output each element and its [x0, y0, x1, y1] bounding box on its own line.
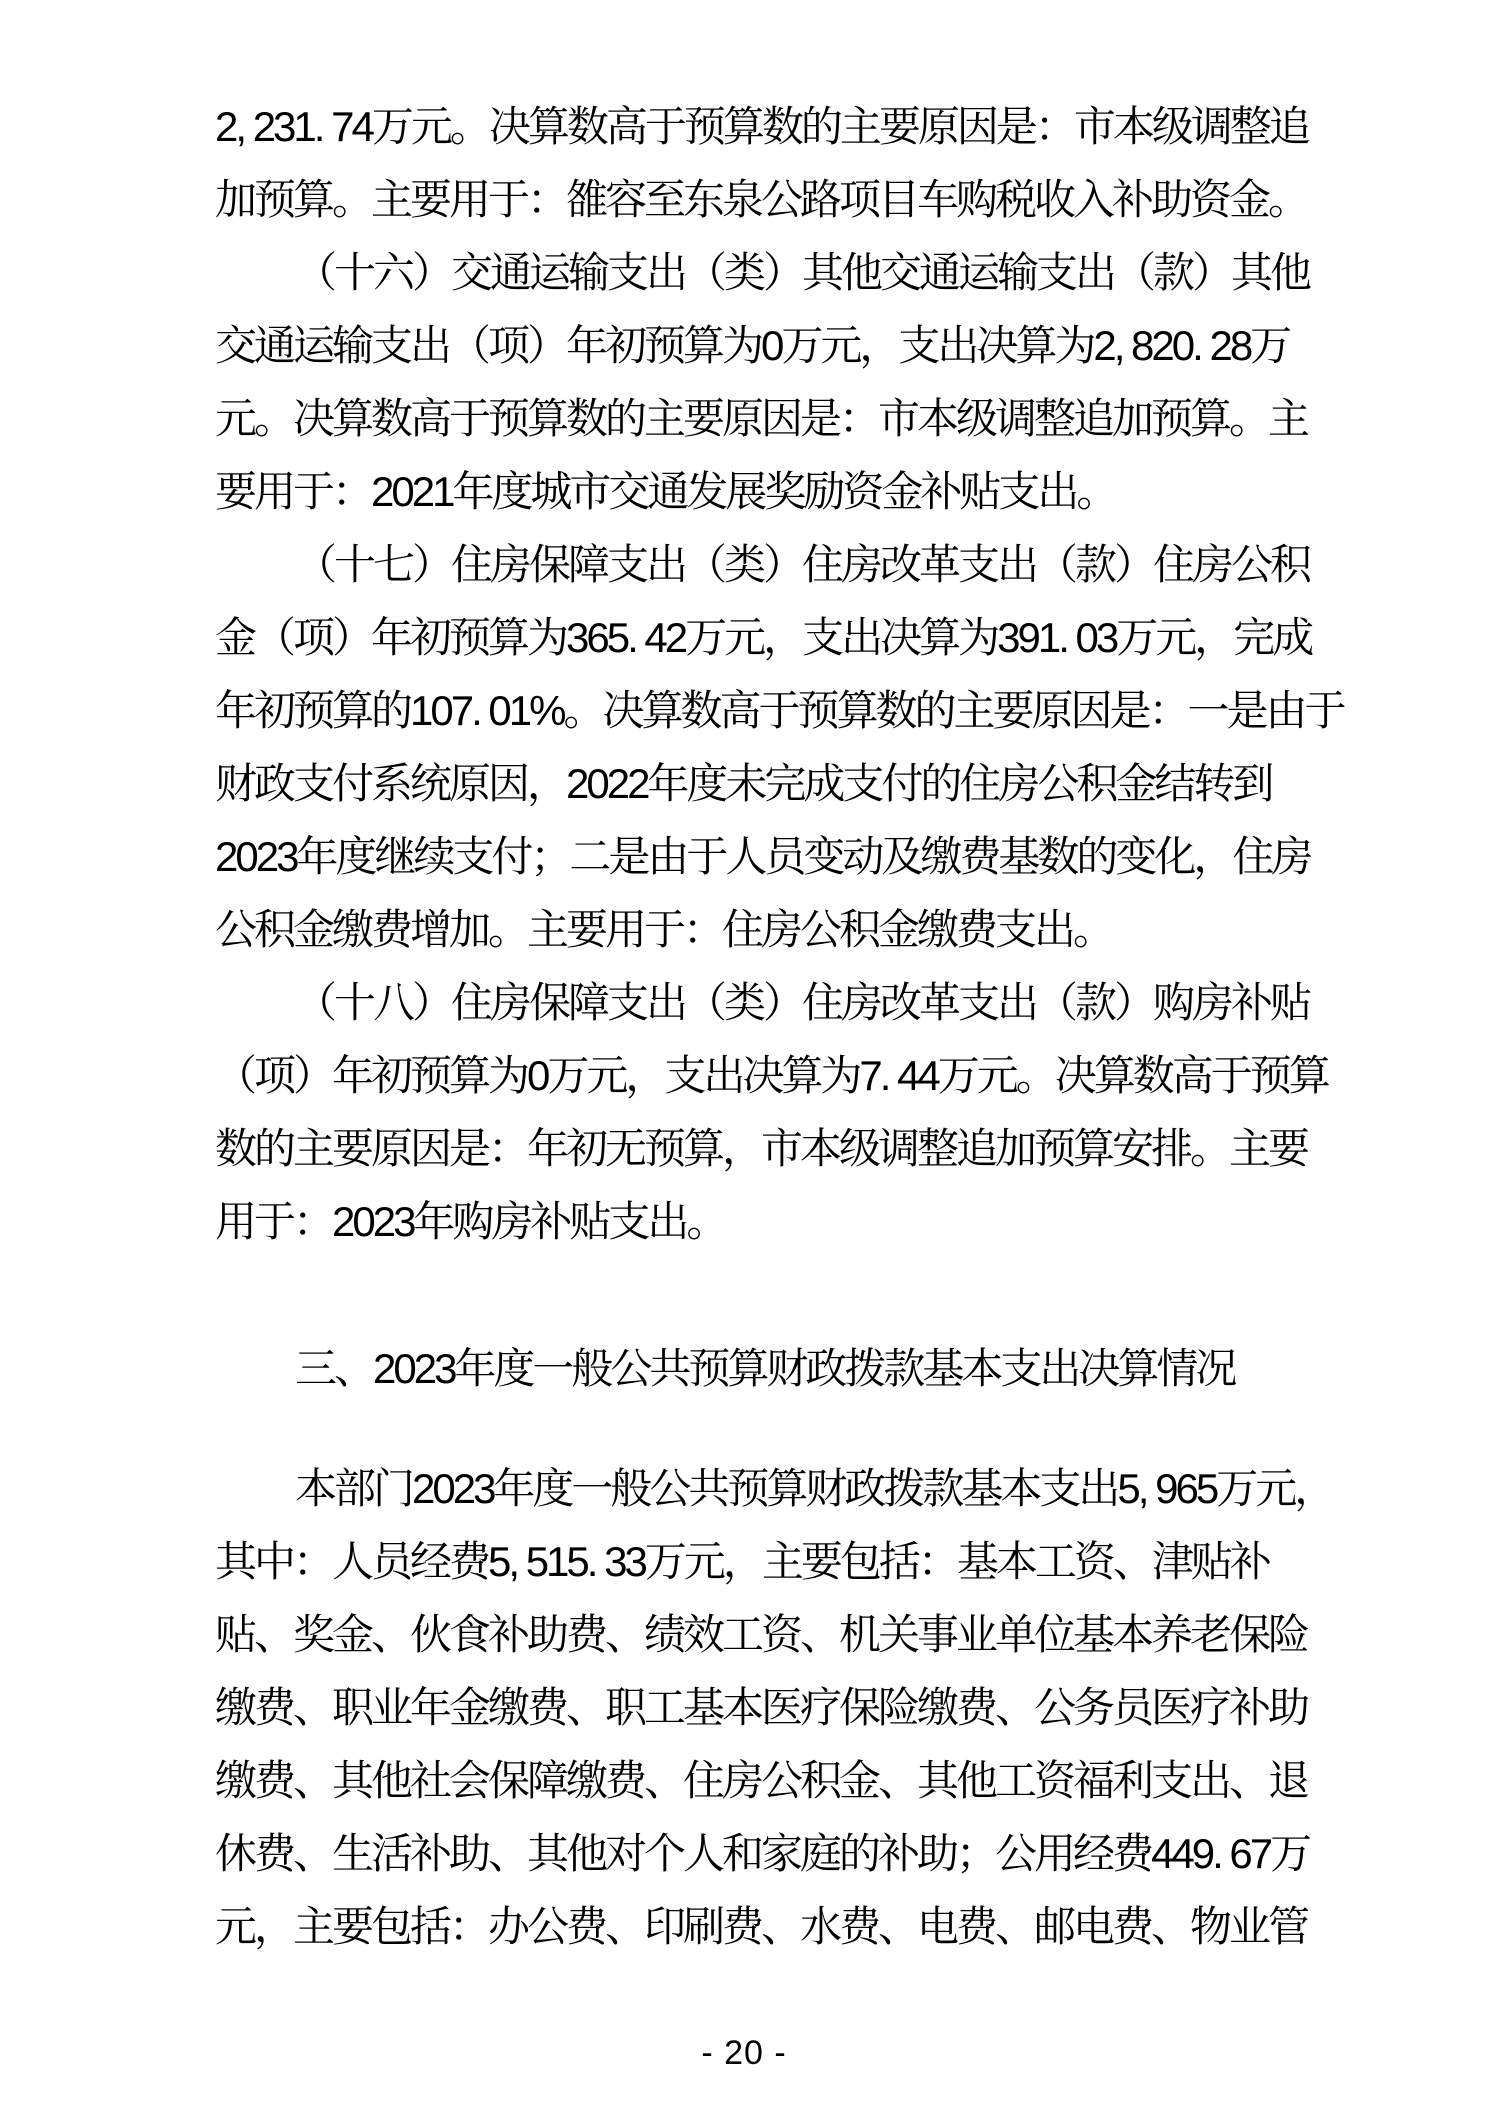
text-line: （十八）住房保障支出（类）住房改革支出（款）购房补贴 [295, 979, 1310, 1026]
text-line: 数的主要原因是：年初无预算，市本级调整追加预算安排。主要 [215, 1125, 1308, 1172]
text-line: 缴费、职业年金缴费、职工基本医疗保险缴费、公务员医疗补助 [215, 1684, 1308, 1731]
text-line: 元。决算数高于预算数的主要原因是：市本级调整追加预算。主 [215, 395, 1308, 442]
page-footer [0, 2034, 1488, 2073]
text-line: 公积金缴费增加。主要用于：住房公积金缴费支出。 [215, 906, 1113, 953]
text-line: （十七）住房保障支出（类）住房改革支出（款）住房公积 [295, 541, 1310, 588]
text-line: （十六）交通运输支出（类）其他交通运输支出（款）其他 [295, 249, 1310, 296]
text-line: 其中：人员经费5, 515. 33万元，主要包括：基本工资、津贴补 [215, 1538, 1269, 1585]
text-line: 交通运输支出（项）年初预算为0万元，支出决算为2, 820. 28万 [215, 322, 1290, 369]
text-line: 缴费、其他社会保障缴费、住房公积金、其他工资福利支出、退 [215, 1757, 1308, 1804]
page-number: - 20 - [701, 2034, 787, 2072]
text-line: 贴、奖金、伙食补助费、绩效工资、机关事业单位基本养老保险 [215, 1611, 1308, 1658]
document-body [215, 90, 1344, 1963]
text-line: 本部门2023年度一般公共预算财政拨款基本支出5, 965万元， [295, 1465, 1334, 1512]
text-line: 2, 231. 74万元。决算数高于预算数的主要原因是：市本级调整追 [215, 103, 1308, 150]
text-line: 年初预算的107. 01%。决算数高于预算数的主要原因是：一是由于 [215, 687, 1344, 734]
text-line: （项）年初预算为0万元，支出决算为7. 44万元。决算数高于预算 [215, 1052, 1328, 1099]
text-line: 加预算。主要用于：雒容至东泉公路项目车购税收入补助资金。 [215, 176, 1308, 223]
text-line: 金（项）年初预算为365. 42万元，支出决算为391. 03万元，完成 [215, 614, 1312, 661]
text-line: 元，主要包括：办公费、印刷费、水费、电费、邮电费、物业管 [215, 1903, 1308, 1950]
section-heading: 三、2023年度一般公共预算财政拨款基本支出决算情况 [295, 1345, 1235, 1392]
text-line: 要用于：2021年度城市交通发展奖励资金补贴支出。 [215, 468, 1116, 515]
text-line: 用于：2023年购房补贴支出。 [215, 1198, 726, 1245]
text-line: 财政支付系统原因，2022年度未完成支付的住房公积金结转到 [215, 760, 1272, 807]
text-line: 休费、生活补助、其他对个人和家庭的补助；公用经费449. 67万 [215, 1830, 1310, 1877]
text-line: 2023年度继续支付；二是由于人员变动及缴费基数的变化，住房 [215, 833, 1311, 880]
